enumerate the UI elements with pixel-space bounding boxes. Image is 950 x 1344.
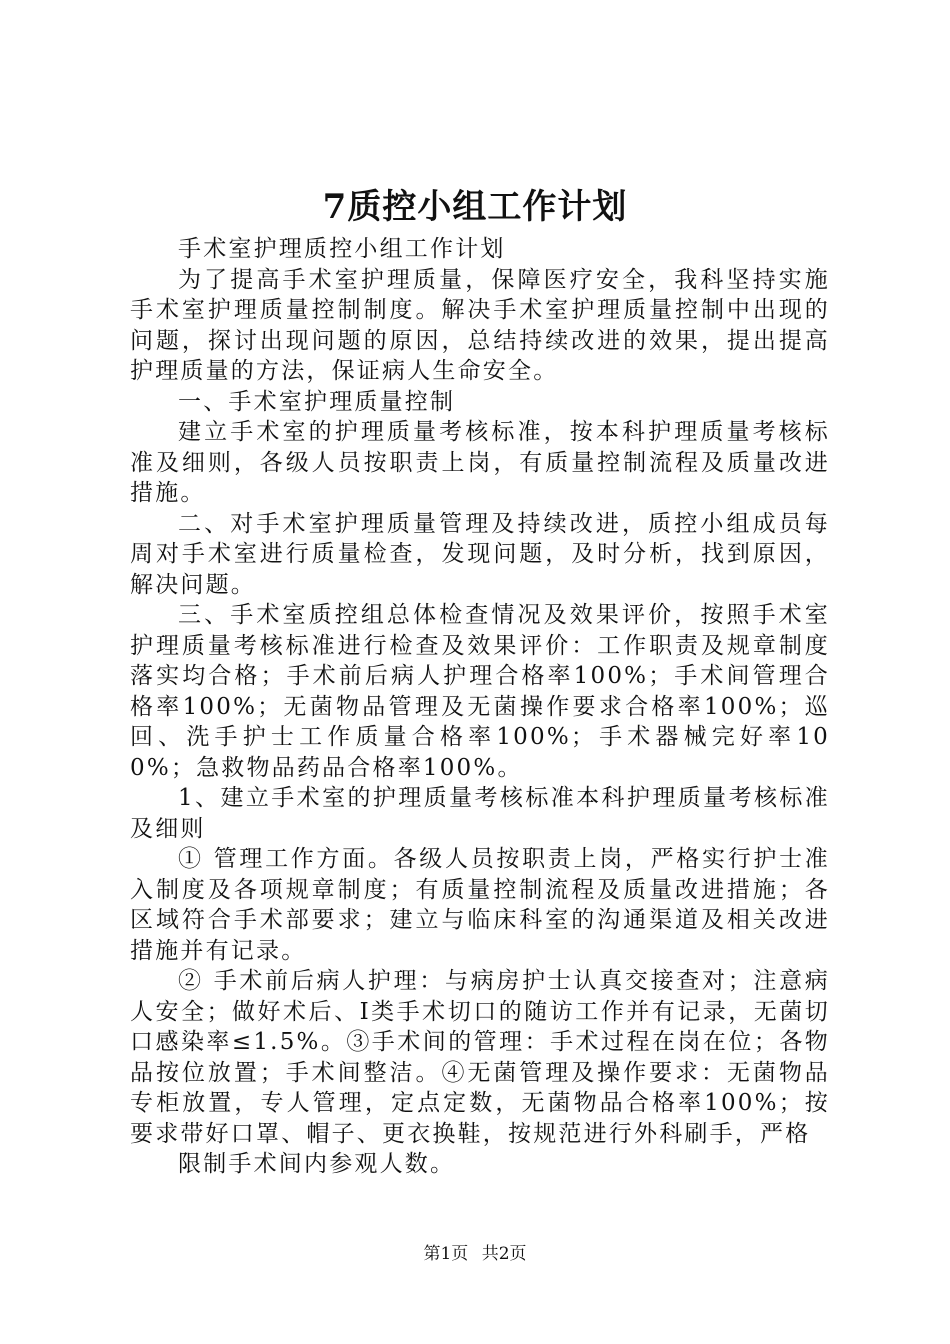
subtitle-paragraph: 手术室护理质控小组工作计划 xyxy=(178,236,506,262)
intro-paragraph: 为了提高手术室护理质量，保障医疗安全，我科坚持实施手术室护理质量控制制度。解决手术室护理质量控制中出现的问题，探讨出现问题的原因，总结持续改进的效果，提出提高护理质量的方法，保证病人生命安全。 xyxy=(130,266,830,384)
page-total: 共2页 xyxy=(481,1244,527,1264)
section-heading-1: 一、手术室护理质量控制 xyxy=(178,388,456,415)
page-footer xyxy=(0,1242,950,1266)
document-body xyxy=(130,234,830,1180)
section-2-paragraph: 二、对手术室护理质量管理及持续改进，质控小组成员每周对手术室进行质量检查，发现问题，及时分析，找到原因，解决问题。 xyxy=(130,510,830,598)
page-number: 第1页 xyxy=(423,1244,469,1264)
item-patient-care-paragraph: ② 手术前后病人护理：与病房护士认真交接查对；注意病人安全；做好术后、Ⅰ类手术切口的随访工作并有记录，无菌切口感染率≤1.5%。③手术间的管理：手术过程在岗在位；各物品按位放置；手术间整洁。④无菌管理及操作要求：无菌物品专柜放置，专人管理，定点定数，无菌物品合格率100%；按要求带好口罩、帽子、更衣换鞋，按规范进行外科刷手，严格 xyxy=(130,968,830,1147)
item-1-heading: 1、建立手术室的护理质量考核标准本科护理质量考核标准及细则 xyxy=(130,785,830,842)
section-3-paragraph: 三、手术室质控组总体检查情况及效果评价，按照手术室护理质量考核标准进行检查及效果评价：工作职责及规章制度落实均合格；手术前后病人护理合格率100%；手术间管理合格率100%；无菌物品管理及无菌操作要求合格率100%；巡回、洗手护士工作质量合格率100%；手术器械完好率100%；急救物品药品合格率100%。 xyxy=(130,602,830,781)
item-visitor-limit-paragraph: 限制手术间内参观人数。 xyxy=(178,1151,456,1177)
document-title: 7质控小组工作计划 xyxy=(322,187,628,227)
item-management-paragraph: ① 管理工作方面。各级人员按职责上岗，严格实行护士准入制度及各项规章制度；有质量控制流程及质量改进措施；各区域符合手术部要求；建立与临床科室的沟通渠道及相关改进措施并有记录。 xyxy=(130,846,830,964)
section-1-paragraph: 建立手术室的护理质量考核标准，按本科护理质量考核标准及细则，各级人员按职责上岗，有质量控制流程及质量改进措施。 xyxy=(130,419,830,506)
